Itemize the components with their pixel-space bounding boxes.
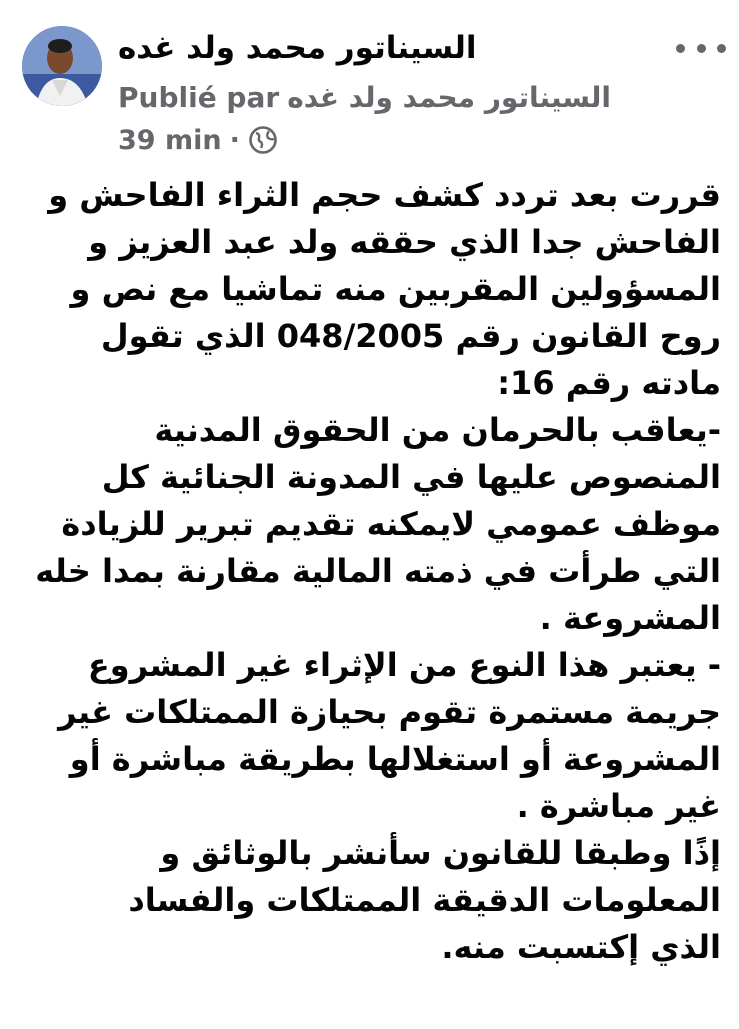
more-options-button[interactable] [676,34,726,62]
published-by-label: Publié par [118,81,280,114]
post-text-line: جريمة مستمرة تقوم بحيازة الممتلكات غير [58,693,721,731]
post-text-line: المشروعة . [539,599,721,637]
post-text-line: - يعتبر هذا النوع من الإثراء غير المشروع [87,646,721,684]
post-text [20,172,721,971]
post-text-line: الذي إكتسبت منه. [441,928,721,966]
post-text-line: المعلومات الدقيقة الممتلكات والفساد [128,881,721,919]
post-text-line: الفاحش جدا الذي حققه ولد عبد العزيز و [88,223,721,261]
post-text-line: إذًا وطبقا للقانون سأنشر بالوثائق و [160,834,721,872]
post-text-line: روح القانون رقم 048/2005 الذي تقول [100,317,721,355]
post-text-line: قررت بعد تردد كشف حجم الثراء الفاحش و [48,176,721,214]
avatar-photo-icon [22,26,102,106]
post-text-line: المشروعة أو استغلالها بطريقة مباشرة أو [69,740,721,778]
post-text-line: المسؤولين المقربين منه تماشيا مع نص و [70,270,721,308]
published-by-name[interactable]: السيناتور محمد ولد غده [287,81,611,114]
post-text-line: موظف عمومي لايمكنه تقديم تبرير للزيادة [61,505,721,543]
more-dot [717,44,726,53]
post-text-line: مادته رقم 16: [497,364,721,402]
post-text-line: التي طرأت في ذمته المالية مقارنة بمدا خله [35,552,721,590]
post-text-line: غير مباشرة . [516,787,721,825]
post-timestamp[interactable]: 39 min [118,124,222,156]
author-name[interactable]: السيناتور محمد ولد غده [118,30,477,66]
meta-separator: · [229,124,240,156]
published-by [118,80,638,116]
post-text-line: المنصوص عليها في المدونة الجنائية كل [101,458,721,496]
post-meta [118,122,278,158]
author-avatar[interactable] [22,26,102,106]
globe-icon [248,125,278,155]
more-dot [697,44,706,53]
post-text-line: -يعاقب بالحرمان من الحقوق المدنية [154,411,721,449]
more-dot [676,44,685,53]
post-header [0,0,739,165]
